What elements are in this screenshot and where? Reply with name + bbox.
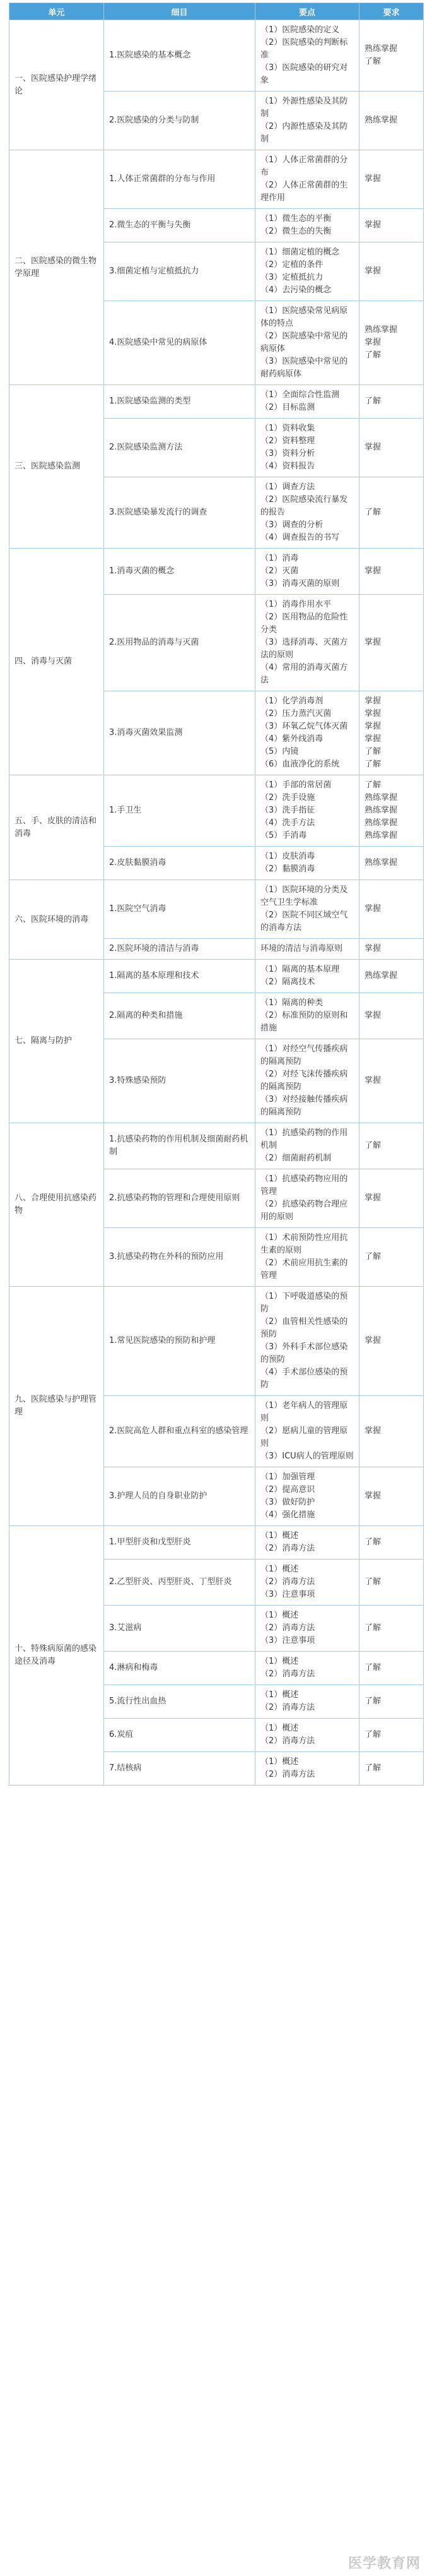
requirement-cell: [359, 960, 424, 993]
item-cell: 3.抗感染药物在外科的预防应用: [104, 1228, 255, 1287]
point-text: （2）灭菌: [260, 566, 299, 576]
point-text: （1）抗感染药物的作用机制: [260, 1128, 348, 1150]
requirement-text: 掌握: [365, 566, 382, 576]
point-text: （1）加强管理: [260, 1472, 315, 1482]
item-cell: 2.乙型肝炎、丙型肝炎、丁型肝炎: [104, 1559, 255, 1606]
points-cell: [255, 1169, 359, 1228]
point-text: （2）标准预防的原则和措施: [260, 1011, 348, 1033]
unit-cell: 二、医院感染的微生物学原理: [9, 150, 104, 385]
point-text: （2）消毒方法: [260, 1669, 315, 1679]
points-cell: [255, 939, 359, 960]
requirement-cell: [359, 209, 424, 242]
requirement-cell: [359, 595, 424, 691]
item-cell: 5.流行性出血热: [104, 1685, 255, 1719]
requirement-text: 了解: [365, 508, 382, 517]
item-cell: 1.抗感染药物的作用机制及细菌耐药机制: [104, 1123, 255, 1169]
requirement-text: 掌握: [365, 443, 382, 452]
point-text: （1）抗感染药物应用的管理: [260, 1174, 348, 1196]
requirement-text: 熟练掌握: [365, 858, 398, 868]
requirement-text: 掌握: [365, 1076, 382, 1085]
point-text: （1）老年病人的管理原则: [260, 1401, 348, 1423]
points-cell: [255, 301, 359, 385]
point-text: （2）人体正常菌群的生理作用: [260, 181, 348, 203]
item-cell: 3.细菌定植与定植抵抗力: [104, 242, 255, 301]
requirement-text: 了解: [365, 1577, 382, 1587]
points-cell: [255, 419, 359, 477]
points-cell: [255, 775, 359, 847]
point-text: （1）调查方法: [260, 482, 315, 492]
table-row: [9, 20, 424, 92]
point-text: （2）消毒方法: [260, 1577, 315, 1587]
item-cell: 4.医院感染中常见的病原体: [104, 301, 255, 385]
points-cell: [255, 595, 359, 691]
requirement-text: 掌握: [365, 722, 382, 731]
unit-cell: 三、医院感染监测: [9, 385, 104, 549]
requirement-cell: [359, 1039, 424, 1123]
points-cell: [255, 1685, 359, 1719]
point-text: （4）资料报告: [260, 462, 315, 471]
requirement-text: 掌握: [365, 338, 382, 347]
requirement-cell: [359, 993, 424, 1039]
requirement-text: 了解: [365, 1730, 382, 1739]
point-text: （2）消毒方法: [260, 1623, 315, 1633]
item-cell: 6.炭疽: [104, 1719, 255, 1752]
requirement-text: 了解: [365, 1252, 382, 1261]
requirement-text: 了解: [365, 760, 382, 769]
requirement-text: 掌握: [365, 1011, 382, 1020]
header-requirement: 要求: [359, 3, 424, 20]
requirement-cell: [359, 477, 424, 549]
point-text: （1）隔离的种类: [260, 998, 324, 1008]
item-cell: 1.消毒灭菌的概念: [104, 549, 255, 595]
points-cell: [255, 960, 359, 993]
point-text: （3）洗手指征: [260, 806, 315, 815]
points-cell: [255, 1039, 359, 1123]
requirement-cell: [359, 242, 424, 301]
point-text: （2）黏膜消毒: [260, 864, 315, 874]
requirement-cell: [359, 1169, 424, 1228]
header-points: 要点: [255, 3, 359, 20]
point-text: （3）注意事项: [260, 1590, 315, 1599]
points-cell: [255, 209, 359, 242]
point-text: （3）外科手术部位感染的预防: [260, 1342, 348, 1364]
points-cell: [255, 385, 359, 419]
requirement-cell: [359, 1685, 424, 1719]
requirement-text: 了解: [365, 1537, 382, 1547]
point-text: （2）医用物品的危险性分类: [260, 612, 348, 635]
point-text: （3）对经接触传播疾病的隔离预防: [260, 1095, 348, 1117]
point-text: （1）手部的常居菌: [260, 780, 332, 790]
unit-cell: 四、消毒与灭菌: [9, 549, 104, 775]
point-text: （2）提高意识: [260, 1485, 315, 1494]
point-text: （2）定植的条件: [260, 260, 324, 270]
unit-cell: 一、医院感染护理学绪论: [9, 20, 104, 150]
point-text: （2）愿病儿童的管理原则: [260, 1426, 348, 1448]
requirement-text: 了解: [365, 350, 382, 360]
point-text: （2）隔离技术: [260, 977, 315, 987]
requirement-text: 了解: [365, 1663, 382, 1673]
requirement-text: 掌握: [365, 220, 382, 230]
requirement-cell: [359, 20, 424, 92]
item-cell: 2.隔离的种类和措施: [104, 993, 255, 1039]
point-text: 环境的清洁与消毒原则: [260, 944, 343, 953]
item-cell: 7.结核病: [104, 1752, 255, 1786]
requirement-text: 了解: [365, 747, 382, 756]
item-cell: 2.医院环境的清洁与消毒: [104, 939, 255, 960]
requirement-cell: [359, 1526, 424, 1559]
points-cell: [255, 242, 359, 301]
item-cell: 3.护理人员的自身职业防护: [104, 1467, 255, 1526]
requirement-text: 掌握: [365, 1491, 382, 1501]
point-text: （1）下呼吸道感染的预防: [260, 1292, 348, 1314]
requirement-cell: [359, 1652, 424, 1685]
table-header: [9, 3, 424, 20]
requirement-text: 掌握: [365, 944, 382, 953]
point-text: （4）手术部位感染的预防: [260, 1368, 348, 1390]
point-text: （2）目标监测: [260, 403, 315, 412]
point-text: （2）术前应用抗生素的管理: [260, 1258, 348, 1280]
point-text: （2）医院感染流行暴发的报告: [260, 495, 348, 517]
point-text: （4）洗手方法: [260, 818, 315, 828]
point-text: （1）概述: [260, 1757, 299, 1767]
item-cell: 2.抗感染药物的管理和合理使用原则: [104, 1169, 255, 1228]
requirement-text: 了解: [365, 1623, 382, 1633]
requirement-cell: [359, 1719, 424, 1752]
requirement-cell: [359, 847, 424, 880]
point-text: （1）消毒作用水平: [260, 600, 332, 609]
point-text: （2）对经飞沫传播疾病的隔离预防: [260, 1070, 348, 1092]
table-row: [9, 880, 424, 939]
points-cell: [255, 691, 359, 775]
points-cell: [255, 477, 359, 549]
header-item: 细目: [104, 3, 255, 20]
point-text: （1）微生态的平衡: [260, 214, 332, 224]
point-text: （1）医院环境的分类及空气卫生学标准: [260, 885, 348, 907]
points-cell: [255, 1467, 359, 1526]
point-text: （2）资料整理: [260, 436, 315, 446]
point-text: （1）隔离的基本原理: [260, 965, 340, 974]
point-text: （1）外源性感染及其防制: [260, 97, 348, 119]
requirement-text: 了解: [365, 57, 382, 66]
point-text: （1）术前预防性应用抗生素的原则: [260, 1233, 348, 1255]
point-text: （1）概述: [260, 1690, 299, 1700]
table-row: [9, 1526, 424, 1559]
unit-cell: 十、特殊病原菌的感染途径及消毒: [9, 1526, 104, 1786]
item-cell: 2.微生态的平衡与失衡: [104, 209, 255, 242]
item-cell: 1.医院感染的基本概念: [104, 20, 255, 92]
requirement-cell: [359, 1287, 424, 1396]
point-text: （1）人体正常菌群的分布: [260, 155, 348, 177]
requirement-text: 熟练掌握: [365, 793, 398, 802]
table-row: [9, 775, 424, 847]
requirement-cell: [359, 1123, 424, 1169]
point-text: （3）医院感染的研究对象: [260, 63, 348, 85]
table-row: [9, 960, 424, 993]
point-text: （2）消毒方法: [260, 1703, 315, 1712]
point-text: （2）消毒方法: [260, 1770, 315, 1779]
point-text: （3）注意事项: [260, 1636, 315, 1645]
requirement-text: 掌握: [365, 709, 382, 719]
points-cell: [255, 993, 359, 1039]
table-row: [9, 1123, 424, 1169]
requirement-cell: [359, 691, 424, 775]
point-text: （3）调查的分析: [260, 520, 324, 530]
requirement-cell: [359, 150, 424, 209]
requirement-text: 掌握: [365, 266, 382, 276]
points-cell: [255, 20, 359, 92]
item-cell: 4.淋病和梅毒: [104, 1652, 255, 1685]
item-cell: 1.常见医院感染的预防和护理: [104, 1287, 255, 1396]
item-cell: 1.人体正常菌群的分布与作用: [104, 150, 255, 209]
requirement-text: 熟练掌握: [365, 971, 398, 981]
requirement-cell: [359, 92, 424, 150]
point-text: （2）医院感染中常见的病原体: [260, 331, 348, 354]
item-cell: 1.隔离的基本原理和技术: [104, 960, 255, 993]
point-text: （2）血管相关性感染的预防: [260, 1317, 348, 1339]
point-text: （1）化学消毒剂: [260, 696, 324, 706]
table-body: [9, 20, 424, 1786]
requirement-text: 掌握: [365, 904, 382, 914]
point-text: （1）概述: [260, 1724, 299, 1733]
item-cell: 2.医院高危人群和重点科室的感染管理: [104, 1396, 255, 1467]
requirement-cell: [359, 1606, 424, 1652]
points-cell: [255, 92, 359, 150]
requirement-cell: [359, 1467, 424, 1526]
table-row: [9, 385, 424, 419]
item-cell: 1.甲型肝炎和戊型肝炎: [104, 1526, 255, 1559]
point-text: （2）抗感染药物合理应用的原则: [260, 1200, 348, 1222]
requirement-cell: [359, 939, 424, 960]
point-text: （4）常用的消毒灭菌方法: [260, 663, 348, 685]
requirement-cell: [359, 419, 424, 477]
item-cell: 2.皮肤黏膜消毒: [104, 847, 255, 880]
point-text: （2）洗手设施: [260, 793, 315, 802]
point-text: （1）医院感染的定义: [260, 25, 340, 35]
point-text: （4）调查报告的书写: [260, 533, 340, 542]
requirement-cell: [359, 1559, 424, 1606]
points-cell: [255, 1752, 359, 1786]
points-cell: [255, 549, 359, 595]
points-cell: [255, 1287, 359, 1396]
item-cell: 1.医院感染监测的类型: [104, 385, 255, 419]
point-text: （2）医院不同区域空气的消毒方法: [260, 910, 348, 933]
requirement-text: 掌握: [365, 1426, 382, 1436]
points-cell: [255, 847, 359, 880]
point-text: （5）内镜: [260, 747, 299, 756]
unit-cell: 七、隔离与防护: [9, 960, 104, 1123]
point-text: （3）消毒灭菌的原则: [260, 579, 340, 588]
requirement-cell: [359, 301, 424, 385]
requirement-text: 掌握: [365, 638, 382, 647]
item-cell: 2.医院感染的分类与防制: [104, 92, 255, 150]
item-cell: 2.医用物品的消毒与灭菌: [104, 595, 255, 691]
item-cell: 3.消毒灭菌效果监测: [104, 691, 255, 775]
point-text: （4）紫外线消毒: [260, 734, 324, 744]
requirement-text: 掌握: [365, 1336, 382, 1345]
requirement-text: 熟练掌握: [365, 116, 398, 125]
point-text: （3）资料分析: [260, 449, 315, 458]
point-text: （1）资料收集: [260, 424, 315, 433]
points-cell: [255, 1228, 359, 1287]
requirement-text: 熟练掌握: [365, 831, 398, 840]
requirement-text: 了解: [365, 397, 382, 406]
point-text: （3）环氧乙烷气体灭菌: [260, 722, 348, 731]
point-text: （3）做好防护: [260, 1498, 315, 1507]
requirement-cell: [359, 1228, 424, 1287]
syllabus-table: [9, 3, 424, 1786]
points-cell: [255, 1559, 359, 1606]
requirement-text: 了解: [365, 1141, 382, 1150]
requirement-text: 掌握: [365, 734, 382, 744]
item-cell: 3.特殊感染预防: [104, 1039, 255, 1123]
point-text: （4）去污染的概念: [260, 285, 332, 295]
point-text: （2）消毒方法: [260, 1736, 315, 1746]
point-text: （1）概述: [260, 1565, 299, 1574]
point-text: （2）医院感染的判断标准: [260, 38, 348, 60]
header-unit: 单元: [9, 3, 104, 20]
requirement-text: 了解: [365, 1763, 382, 1773]
points-cell: [255, 1606, 359, 1652]
point-text: （1）概述: [260, 1657, 299, 1666]
item-cell: 3.艾滋病: [104, 1606, 255, 1652]
item-cell: 2.医院感染监测方法: [104, 419, 255, 477]
requirement-text: 掌握: [365, 696, 382, 706]
point-text: （1）概述: [260, 1531, 299, 1541]
table-row: [9, 549, 424, 595]
points-cell: [255, 1652, 359, 1685]
point-text: （1）细菌定植的概念: [260, 247, 340, 257]
point-text: （3）定植抵抗力: [260, 273, 324, 282]
requirement-cell: [359, 549, 424, 595]
requirement-cell: [359, 775, 424, 847]
requirement-cell: [359, 1752, 424, 1786]
point-text: （2）微生态的失衡: [260, 227, 332, 236]
point-text: （1）消毒: [260, 554, 299, 563]
point-text: （2）消毒方法: [260, 1544, 315, 1553]
point-text: （2）压力蒸汽灭菌: [260, 709, 332, 719]
point-text: （1）概述: [260, 1611, 299, 1620]
requirement-cell: [359, 385, 424, 419]
unit-cell: 六、医院环境的消毒: [9, 880, 104, 960]
requirement-text: 了解: [365, 1696, 382, 1706]
point-text: （5）手消毒: [260, 831, 307, 840]
unit-cell: 八、合理使用抗感染药物: [9, 1123, 104, 1287]
requirement-text: 熟练掌握: [365, 44, 398, 54]
points-cell: [255, 1396, 359, 1467]
points-cell: [255, 1526, 359, 1559]
point-text: （2）内源性感染及其防制: [260, 122, 348, 144]
point-text: （1）医院感染常见病原体的特点: [260, 306, 348, 328]
point-text: （4）强化措施: [260, 1510, 315, 1520]
requirement-text: 了解: [365, 780, 382, 790]
point-text: （1）全面综合性监测: [260, 390, 340, 400]
table-row: [9, 1287, 424, 1396]
item-cell: 1.医院空气消毒: [104, 880, 255, 939]
point-text: （3）ICU病人的管理原则: [260, 1452, 354, 1461]
point-text: （1）皮肤消毒: [260, 852, 315, 861]
item-cell: 3.医院感染暴发流行的调查: [104, 477, 255, 549]
point-text: （1）对经空气传播疾病的隔离预防: [260, 1044, 348, 1066]
requirement-text: 掌握: [365, 1193, 382, 1203]
point-text: （3）医院感染中常见的耐药病原体: [260, 357, 348, 379]
requirement-text: 熟练掌握: [365, 325, 398, 335]
table-row: [9, 150, 424, 209]
item-cell: 1.手卫生: [104, 775, 255, 847]
unit-cell: 五、手、皮肤的清洁和消毒: [9, 775, 104, 880]
requirement-cell: [359, 880, 424, 939]
requirement-text: 熟练掌握: [365, 806, 398, 815]
points-cell: [255, 1719, 359, 1752]
points-cell: [255, 880, 359, 939]
point-text: （3）选择消毒、灭菌方法的原则: [260, 638, 348, 660]
watermark-logo: 医学教育网: [347, 2556, 421, 2572]
requirement-cell: [359, 1396, 424, 1467]
points-cell: [255, 1123, 359, 1169]
point-text: （6）血液净化的系统: [260, 760, 340, 769]
requirement-text: 掌握: [365, 174, 382, 184]
point-text: （2）细菌耐药机制: [260, 1154, 332, 1163]
requirement-text: 熟练掌握: [365, 818, 398, 828]
unit-cell: 九、医院感染与护理管理: [9, 1287, 104, 1526]
points-cell: [255, 150, 359, 209]
